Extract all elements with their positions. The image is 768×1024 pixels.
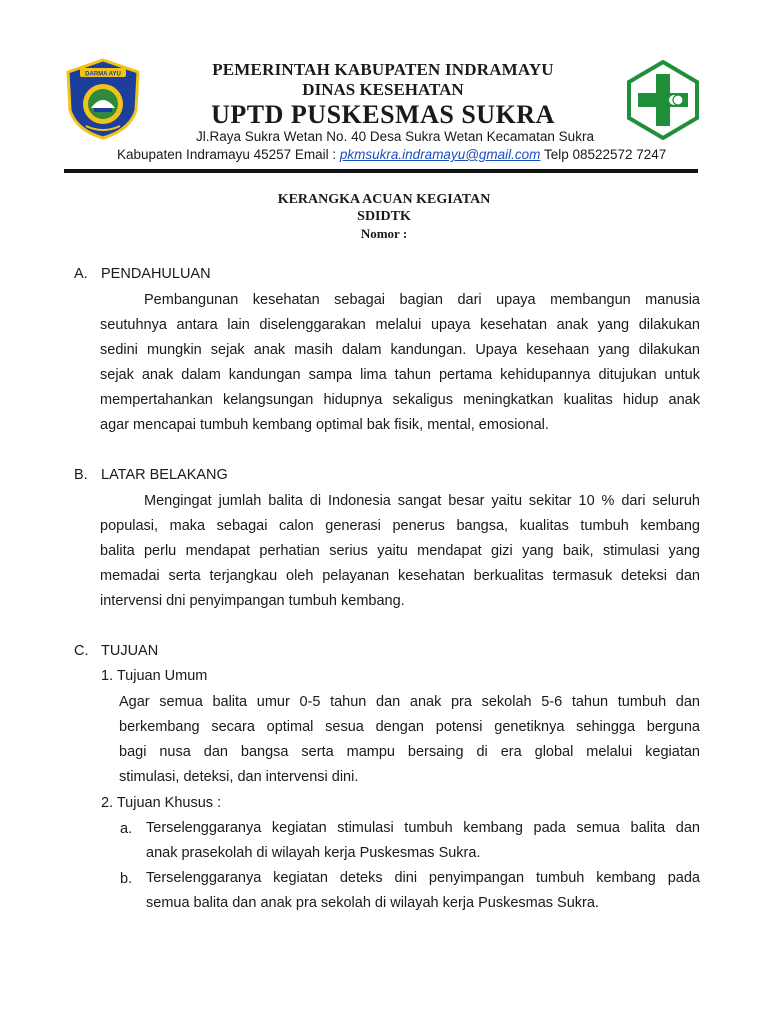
section-c-heading xyxy=(74,643,158,659)
section-c-title: TUJUAN xyxy=(101,643,159,659)
para-line: Mengingat jumlah balita di Indonesia sangat besar yaitu sekitar 10 % dari seluruh xyxy=(144,493,700,509)
section-a-heading xyxy=(74,266,211,282)
email-link[interactable]: pkmsukra.indramayu@gmail.com xyxy=(339,147,541,162)
tujuan-umum-paragraph xyxy=(119,690,700,790)
address-prefix: Kabupaten Indramayu 45257 Email : xyxy=(117,147,340,162)
government-name: PEMERINTAH KABUPATEN INDRAMAYU xyxy=(212,60,554,79)
section-c-letter: C. xyxy=(74,643,89,659)
section-b-paragraph xyxy=(100,489,700,614)
khusus-item-b xyxy=(146,866,700,916)
para-line: Pembangunan kesehatan sebagai bagian dari upaya membangun manusia xyxy=(144,292,700,308)
title-line-1: KERANGKA ACUAN KEGIATAN xyxy=(277,192,491,207)
emblem-banner-text: DARMA AYU xyxy=(85,71,121,78)
para-line: populasi, maka sebagai calon generasi penerus bangsa, kualitas tumbuh kembang xyxy=(100,518,700,534)
para-line: mempertahankan kelangsungan hidupnya sekaligus meningkatkan kualitas hidup anak xyxy=(100,392,700,408)
para-line: balita perlu mendapat perhatian serius yaitu mendapat gizi yang baik, stimulasi yang xyxy=(100,543,700,559)
para-line: semua balita dan anak pra sekolah di wilayah kerja Puskesmas Sukra. xyxy=(146,895,599,911)
letterhead-divider xyxy=(64,169,698,173)
item-a-letter: a. xyxy=(120,821,133,837)
para-line: seutuhnya antara lain diselenggarakan melalui upaya kesehatan anak yang dilakukan xyxy=(100,317,700,333)
para-line: anak prasekolah di wilayah kerja Puskesmas Sukra. xyxy=(146,845,481,861)
document-title xyxy=(0,191,768,242)
tujuan-khusus-label: 2. Tujuan Khusus : xyxy=(101,795,222,811)
section-b-heading xyxy=(74,467,228,483)
para-line: Terselenggaranya kegiatan deteks dini penyimpangan tumbuh kembang pada xyxy=(146,870,700,886)
para-line: berkembang secara optimal sesua dengan potensi genetiknya sehingga berguna xyxy=(119,719,700,735)
section-a-paragraph xyxy=(100,288,700,438)
tujuan-umum-label: 1. Tujuan Umum xyxy=(101,668,208,684)
para-line: bagi nusa dan bangsa serta mampu bersaing di era global melalui kegiatan xyxy=(119,744,700,760)
section-b-letter: B. xyxy=(74,467,88,483)
letterhead xyxy=(100,60,666,130)
department-name: DINAS KESEHATAN xyxy=(302,80,464,99)
para-line: intervensi dni penyimpangan tumbuh kembang. xyxy=(100,593,405,609)
address-line-1: Jl.Raya Sukra Wetan No. 40 Desa Sukra Wetan Kecamatan Sukra xyxy=(196,129,594,144)
section-b-title: LATAR BELAKANG xyxy=(101,467,228,483)
item-b-letter: b. xyxy=(120,871,133,887)
para-line: memadai serta terjangkau oleh pelayanan kesehatan berkualitas termasuk deteksi dan xyxy=(100,568,700,584)
title-number: Nomor : xyxy=(360,226,408,241)
title-line-2: SDIDTK xyxy=(357,209,411,224)
institution-name: UPTD PUSKESMAS SUKRA xyxy=(211,100,555,129)
address-line-2 xyxy=(117,147,666,163)
para-line: sedini mungkin sejak anak masih dalam kandungan. Upaya kesehaan yang dilakukan xyxy=(100,342,700,358)
para-line: agar mencapai tumbuh kembang optimal bak fisik, mental, emosional. xyxy=(100,417,549,433)
section-a-title: PENDAHULUAN xyxy=(101,266,211,282)
khusus-item-a xyxy=(146,816,700,866)
section-a-letter: A. xyxy=(74,266,88,282)
phone-text: Telp 08522572 7247 xyxy=(540,147,667,162)
para-line: sejak anak dalam kandungan sampa lima tahun pertama kehidupannya ditujukan untuk xyxy=(100,367,700,383)
para-line: Terselenggaranya kegiatan stimulasi tumbuh kembang pada semua balita dan xyxy=(146,820,700,836)
para-line: Agar semua balita umur 0-5 tahun dan anak pra sekolah 5-6 tahun tumbuh dan xyxy=(119,694,700,710)
para-line: stimulasi, deteksi, dan intervensi dini. xyxy=(119,769,359,785)
